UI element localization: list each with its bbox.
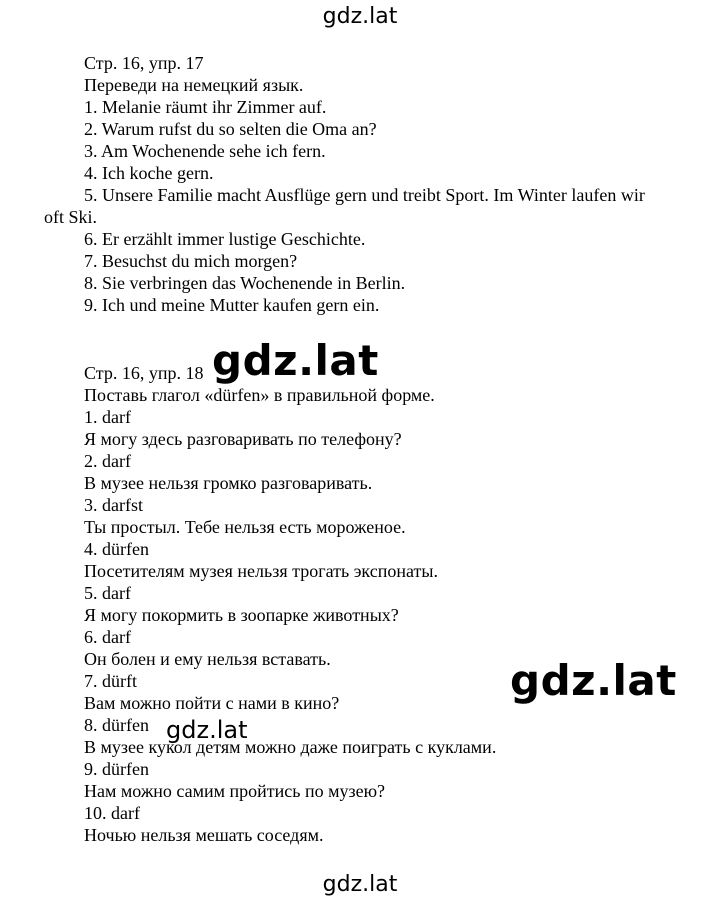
exercise-17-item: 3. Am Wochenende sehe ich fern.: [84, 141, 326, 161]
exercise-18-answer: 1. darf: [84, 407, 131, 427]
exercise-18-sentence: Ночью нельзя мешать соседям.: [84, 825, 324, 845]
exercise-18-answer: 2. darf: [84, 451, 131, 471]
exercise-18-sentence: В музее нельзя громко разговаривать.: [84, 473, 373, 493]
exercise-18-sentence: Я могу покормить в зоопарке животных?: [84, 605, 399, 625]
exercise-18-sentence: Нам можно самим пройтись по музею?: [84, 781, 386, 801]
exercise-17-item: 7. Besuchst du mich morgen?: [84, 251, 298, 271]
exercise-17-item: 9. Ich und meine Mutter kaufen gern ein.: [84, 295, 380, 315]
exercise-18-sentence: Ты простыл. Тебе нельзя есть мороженое.: [84, 517, 406, 537]
exercise-18-answer: 10. darf: [84, 803, 140, 823]
exercise-17-item: 8. Sie verbringen das Wochenende in Berlin.: [84, 273, 406, 293]
exercise-18-answer: 4. dürfen: [84, 539, 149, 559]
exercise-18-sentence: Он болен и ему нельзя вставать.: [84, 649, 331, 669]
watermark-large: gdz.lat: [212, 336, 379, 385]
exercise-18-sentence: Посетителям музея нельзя трогать экспонаты.: [84, 561, 438, 581]
exercise-17-item: 2. Warum rufst du so selten die Oma an?: [84, 119, 377, 139]
exercise-18-answer: 3. darfst: [84, 495, 143, 515]
exercise-18-sentence: Вам можно пойти с нами в кино?: [84, 693, 340, 713]
exercise-18-answer: 9. dürfen: [84, 759, 149, 779]
watermark-bottom: gdz.lat: [322, 872, 398, 897]
exercise-18-answer: 6. darf: [84, 627, 131, 647]
exercise-17-item: 5. Unsere Familie macht Ausflüge gern und treibt Sport. Im Winter laufen wir: [84, 185, 645, 205]
exercise-18-instruction: Поставь глагол «dürfen» в правильной форме.: [84, 385, 435, 405]
exercise-18-header: Стр. 16, упр. 18: [84, 363, 204, 383]
exercise-18-answer: 8. dürfen: [84, 715, 149, 735]
exercise-17-item: 4. Ich koche gern.: [84, 163, 214, 183]
exercise-17-item: 1. Melanie räumt ihr Zimmer auf.: [84, 97, 327, 117]
exercise-18-answer: 5. darf: [84, 583, 131, 603]
exercise-17-header: Стр. 16, упр. 17: [84, 53, 204, 73]
exercise-17-item-continuation: oft Ski.: [44, 207, 98, 227]
exercise-17-item: 6. Er erzählt immer lustige Geschichte.: [84, 229, 366, 249]
exercise-18-sentence: Я могу здесь разговаривать по телефону?: [84, 429, 402, 449]
exercise-17-instruction: Переведи на немецкий язык.: [84, 75, 304, 95]
exercise-18-answer: 7. dürft: [84, 671, 137, 691]
watermark-large: gdz.lat: [510, 656, 677, 705]
exercise-18-sentence: В музее кукол детям можно даже поиграть с куклами.: [84, 737, 497, 757]
watermark-small: gdz.lat: [166, 716, 248, 744]
watermark-top: gdz.lat: [322, 4, 398, 29]
